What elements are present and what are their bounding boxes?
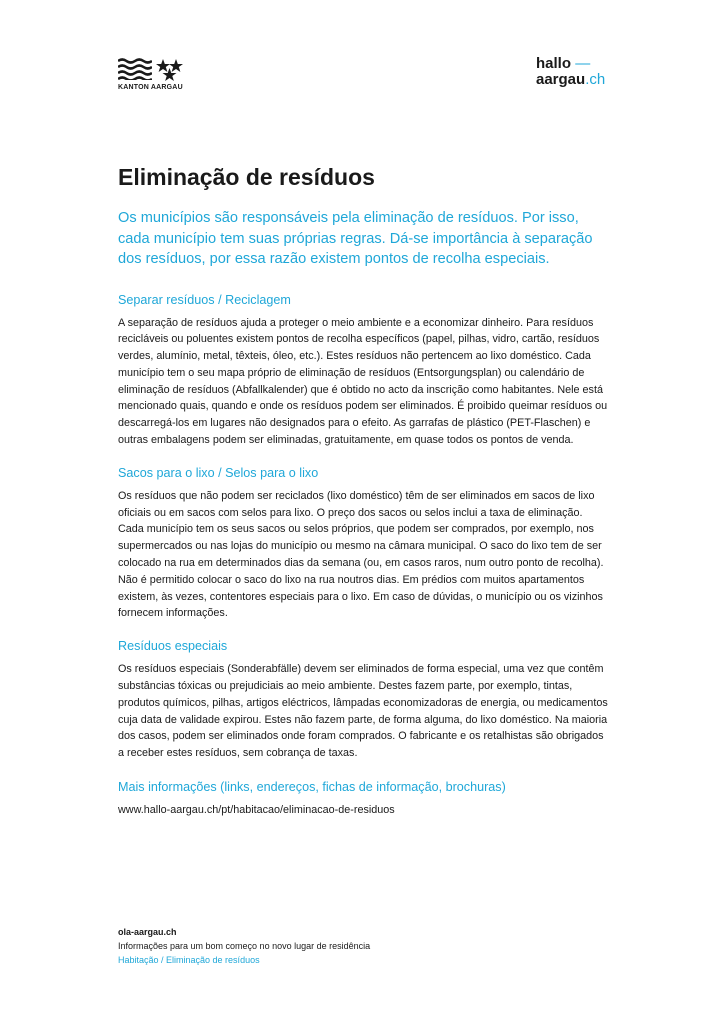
section-text: Os resíduos que não podem ser reciclados (lixo doméstico) têm de ser eliminados em sacos de lixo oficiais ou em sacos com selos para lixo. O preço dos sacos ou selos inclui a taxa de eliminação. Cada município tem os seus sacos ou selos próprios, que podem ser comprados, por exemplo, nos supermercados ou nas lojas do município ou mesmo na câmara municipal. O saco do lixo tem de ser colocado na rua em determinados dias da semana (ou, em casos raros, num outro ponto de recolha). Não é permitido colocar o saco do lixo na rua noutros dias. Em prédios com muitos apartamentos existem, às vezes, contentores especiais para o lixo. Em caso de dúvidas, o município ou os vizinhos fornecem informações. [118,489,604,620]
section-bags [118,465,608,622]
section-heading: Separar resíduos / Reciclagem [118,292,291,307]
canton-caption: KANTON AARGAU [118,84,183,91]
brand-tld: .ch [585,71,606,88]
footer-site[interactable]: ola-aargau.ch [118,927,177,937]
page-title: Eliminação de resíduos [118,164,375,190]
main-content [118,162,608,819]
lead-paragraph: Os municípios são responsáveis pela eliminação de resíduos. Por isso, cada município tem suas próprias regras. Dá-se importância à separação dos resíduos, por essa razão existem pontos de recolha especiais. [118,210,593,267]
footer-tagline: Informações para um bom começo no novo lugar de residência [118,941,371,951]
section-text: A separação de resíduos ajuda a proteger o meio ambiente e a economizar dinheiro. Para resíduos recicláveis ou poluentes existem pontos de recolha específicos (papel, pilhas, vidro, cartão, resíduos verdes, alumínio, metal, têxteis, óleo, etc.). Estes resíduos não pertencem ao lixo doméstico. Cada município tem o seu mapa próprio de eliminação de resíduos (Entsorgungsplan) ou calendário de eliminação de resíduos (Abfallkalender) que é obtido no acto da inscrição como habitantes. Nele está mencionado quais, quando e onde os resíduos podem ser eliminados. É proibido queimar resíduos ou descarregá-los em lugares não designados para o efeito. As garrafas de plástico (PET-Flaschen) e outras embalagens podem ser eliminadas, gratuitamente, em quase todos os pontos de venda. [118,316,608,447]
section-heading: Sacos para o lixo / Selos para o lixo [118,465,319,480]
section-special-waste [118,638,608,762]
section-heading: Resíduos especiais [118,639,228,654]
brand-line1: hallo [536,55,572,72]
section-text: Os resíduos especiais (Sonderabfälle) devem ser eliminados de forma especial, uma vez que contêm substâncias tóxicas ou prejudiciais ao meio ambiente. Destes fazem parte, por exemplo, tintas, produtos químicos, pilhas, artigos eléctricos, lâmpadas economizadoras de energia, ou medicamentos cuja data de validade expirou. Estes não fazem parte, de forma alguma, do lixo doméstico. Na maioria dos casos, podem ser eliminados onde foram comprados. O fabricante e os retalhistas são obrigados a receber estes resíduos, sem cobrança de taxas. [118,663,608,760]
footer [118,925,370,967]
hallo-aargau-logo [536,56,605,88]
more-info-link[interactable]: www.hallo-aargau.ch/pt/habitacao/eliminacao-de-residuos [118,804,395,817]
waves-icon [118,58,152,80]
more-info-heading: Mais informações (links, endereços, fichas de informação, brochuras) [118,780,506,795]
footer-breadcrumb: Habitação / Eliminação de resíduos [118,955,260,965]
more-info [118,779,608,819]
section-separation [118,292,608,449]
stars-icon [156,58,184,82]
brand-dash: — [575,55,591,72]
kanton-aargau-logo [118,58,188,98]
brand-line2: aargau [536,71,586,88]
